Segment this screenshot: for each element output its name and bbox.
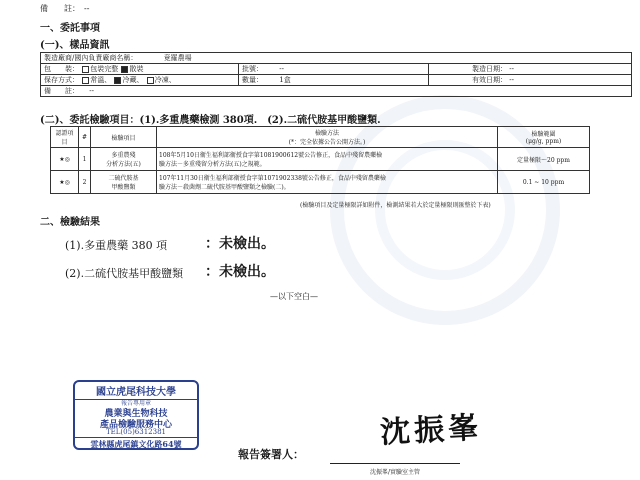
subsection-test-items-title: (二)、委託檢驗項目：(1).多重農藥檢測 380項. (2).二硫代胺基甲酸鹽類. — [40, 115, 381, 126]
header-range-unit: (μg/g, ppm) — [525, 138, 562, 145]
signer-caption: 沈振峯/實驗室主管 — [370, 469, 421, 476]
header-code: 認證項目 — [51, 127, 79, 148]
row-method-line: 107年11月30日衛生福利部衛授食字第1071902338號公告修正，食品中殘留農藥檢 — [159, 175, 386, 182]
header-range-label: 檢驗範圍 — [531, 131, 556, 138]
header-no: # — [79, 127, 91, 148]
row-method — [157, 171, 498, 194]
row-item — [91, 171, 157, 194]
header-method-label: 檢驗方法 — [314, 130, 339, 137]
handwritten-signature: 沈振峯 — [379, 410, 484, 451]
mfg-date-label: 製造日期： — [472, 65, 507, 73]
packaging-cell — [41, 64, 239, 75]
row-range: 0.1 ~ 10 ppm — [498, 171, 590, 194]
quantity-cell — [239, 75, 429, 86]
subsection-sample-info-title: (一)、樣品資訊 — [40, 40, 110, 51]
checkbox-checked-icon — [114, 77, 121, 84]
stamp-line: 雲林縣虎尾鎮文化路64號 — [75, 437, 197, 450]
stamp-line: 報告專用章 — [120, 400, 151, 407]
storage-option: 冷藏、 — [122, 76, 144, 84]
top-remark: 備 註： -- — [40, 4, 90, 13]
stamp-line: TEL(05)6312381 — [106, 428, 166, 436]
packaging-label: 包 裝： — [44, 65, 79, 73]
row-method — [157, 148, 498, 171]
row-no: 2 — [79, 171, 91, 194]
result-1-label: (1).多重農藥 380 項 — [65, 239, 168, 252]
row-no: 1 — [79, 148, 91, 171]
sample-info-row — [41, 64, 632, 75]
header-range — [498, 127, 590, 148]
header-method — [157, 127, 498, 148]
packaging-option: 散裝 — [129, 65, 144, 73]
row-method-line: 驗方法－多重殘留分析方法(五)之規範。 — [159, 161, 266, 168]
stamp-line: 產品檢驗服務中心 — [99, 420, 172, 430]
batch-value: -- — [279, 65, 284, 73]
storage-option: 冷凍、 — [154, 76, 176, 84]
remark-label: 備 註： — [44, 87, 79, 95]
sample-info-row — [41, 75, 632, 86]
row-item-line: 二硫代胺基 — [108, 175, 139, 182]
storage-cell — [41, 75, 239, 86]
row-method-line: 驗方法－殺菌劑二硫代胺基甲酸鹽類之檢驗(二)。 — [159, 184, 290, 191]
storage-option: 常溫、 — [90, 76, 112, 84]
results-title: 二、檢驗結果 — [40, 217, 100, 228]
quantity-value: 1盒 — [279, 76, 291, 84]
remark-value: -- — [89, 87, 94, 95]
stamp-line: 農業與生物科技 — [104, 409, 168, 419]
section-1-title: 一、委託事項 — [40, 23, 100, 34]
batch-label: 批號： — [242, 65, 263, 73]
row-item-line: 分析方法(五) — [106, 161, 141, 168]
row-item-line: 甲酸鹽類 — [111, 184, 136, 191]
checkbox-checked-icon — [121, 66, 128, 73]
table-row — [51, 171, 590, 194]
table-row — [51, 148, 590, 171]
mfg-date-value: -- — [509, 65, 514, 73]
expiry-value: -- — [509, 76, 514, 84]
row-code: ★◎ — [51, 171, 79, 194]
header-method-note: (*：完全依據公告公開方法。) — [288, 139, 366, 146]
items-header-row — [51, 127, 590, 148]
official-stamp — [73, 380, 199, 450]
manufacturer-cell — [41, 53, 632, 64]
signer-label: 報告簽署人： — [238, 448, 304, 461]
result-1-value: ：未檢出。 — [205, 236, 275, 252]
row-method-line: 108年5月10日衛生福利部衛授食字第1081900612號公告修正，食品中殘留農藥檢 — [159, 152, 383, 159]
row-item — [91, 148, 157, 171]
manufacturer-value: 竟羅農場 — [163, 54, 192, 62]
sample-info-row — [41, 53, 632, 64]
batch-cell — [239, 64, 429, 75]
expiry-label: 有效日期： — [472, 76, 507, 84]
remark-cell — [41, 86, 632, 97]
sample-info-table — [40, 52, 632, 97]
row-item-line: 多重農殘 — [111, 152, 136, 159]
storage-label: 保存方式： — [44, 76, 79, 84]
signature-line — [330, 463, 460, 464]
checkbox-icon — [82, 66, 89, 73]
row-range: 定量極限～20 ppm — [498, 148, 590, 171]
sample-info-row — [41, 86, 632, 97]
test-items-table — [50, 126, 590, 194]
header-item: 檢驗項目 — [91, 127, 157, 148]
manufacturer-label: 製造廠商/國內負責廠商名稱： — [44, 54, 138, 62]
result-2-value: ：未檢出。 — [205, 264, 275, 280]
mfg-date-cell — [429, 64, 632, 75]
stamp-line: 國立虎尾科技大學 — [75, 383, 197, 400]
result-2-label: (2).二硫代胺基甲酸鹽類 — [65, 267, 184, 280]
packaging-option: 包裝完整 — [90, 65, 119, 73]
expiry-cell — [429, 75, 632, 86]
quantity-label: 數量： — [242, 76, 263, 84]
row-code: ★◎ — [51, 148, 79, 171]
checkbox-icon — [82, 77, 89, 84]
checkbox-icon — [147, 77, 154, 84]
items-footnote: (檢驗項目及定量極限詳如附件，檢測結果若大於定量極限則匯整於下表) — [300, 202, 491, 209]
blank-below-marker: —以下空白— — [270, 292, 318, 301]
